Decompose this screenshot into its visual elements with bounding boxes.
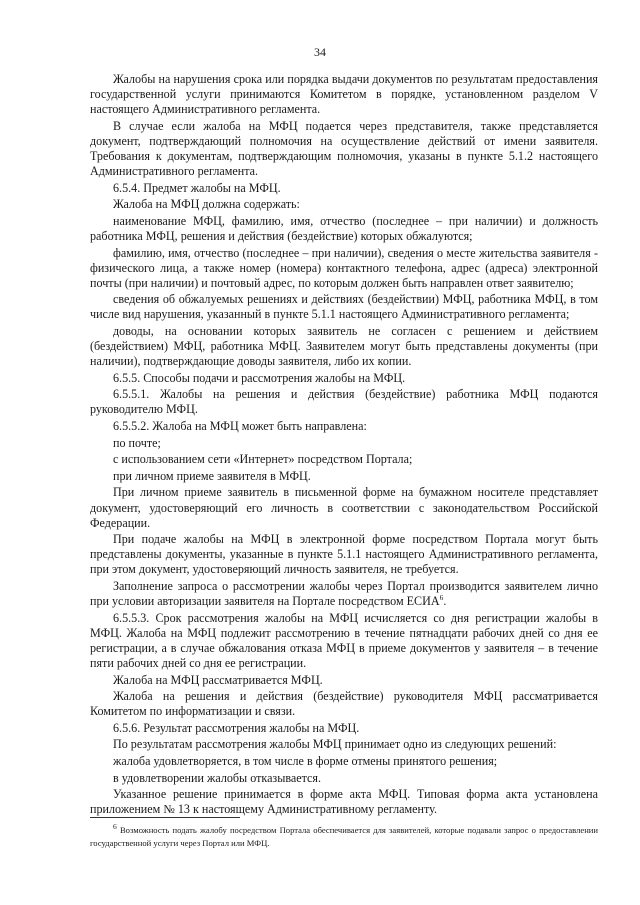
paragraph: Жалобы на нарушения срока или порядка выдачи документов по результатам предоставления государственной услуги принимаются Комитетом в порядке, установленном разделом V настоящего Административного регламента. bbox=[90, 72, 598, 117]
paragraph: при личном приеме заявителя в МФЦ. bbox=[113, 468, 311, 483]
document-body bbox=[90, 72, 598, 819]
paragraph: наименование МФЦ, фамилию, имя, отчество (последнее – при наличии) и должность работника МФЦ, решения и действия (бездействие) которых обжалуются; bbox=[90, 213, 598, 243]
paragraph: с использованием сети «Интернет» посредством Портала; bbox=[113, 452, 413, 467]
paragraph: 6.5.5.2. Жалоба на МФЦ может быть направлена: bbox=[113, 419, 367, 434]
paragraph: Жалоба на решения и действия (бездействие) руководителя МФЦ рассматривается Комитетом по информатизации и связи. bbox=[90, 689, 598, 719]
paragraph: фамилию, имя, отчество (последнее – при наличии), сведения о месте жительства заявителя - физического лица, а также номер (номера) контактного телефона, адрес (адреса) электронной почты (при наличии) и почтовый адрес, по которым должен быть направлен ответ заявителю; bbox=[90, 245, 598, 290]
paragraph: сведения об обжалуемых решениях и действиях (бездействии) МФЦ, работника МФЦ, в том числе вид нарушения, указанный в пункте 5.1.1 настоящего Административного регламента; bbox=[90, 292, 598, 322]
paragraph: 6.5.5.1. Жалобы на решения и действия (бездействие) работника МФЦ подаются руководителю МФЦ. bbox=[90, 387, 598, 417]
paragraph: 6.5.4. Предмет жалобы на МФЦ. bbox=[113, 180, 281, 195]
paragraph: 6.5.6. Результат рассмотрения жалобы на МФЦ. bbox=[113, 720, 360, 735]
paragraph: Жалоба на МФЦ рассматривается МФЦ. bbox=[113, 672, 323, 687]
paragraph-with-footnote: Заполнение запроса о рассмотрении жалобы через Портал производится заявителем лично при условии авторизации заявителя на Портале посредством ЕСИА$^6$. bbox=[90, 579, 598, 609]
paragraph: жалоба удовлетворяется, в том числе в форме отмены принятого решения; bbox=[113, 754, 498, 769]
paragraph: по почте; bbox=[113, 435, 161, 450]
paragraph: По результатам рассмотрения жалобы МФЦ принимает одно из следующих решений: bbox=[113, 737, 557, 752]
footnote-divider bbox=[90, 817, 240, 818]
footnote-marker: 6 bbox=[113, 822, 117, 832]
paragraph: При личном приеме заявитель в письменной форме на бумажном носителе представляет документ, удостоверяющий его личность в соответствии с законодательством Российской Федерации. bbox=[90, 485, 598, 530]
paragraph: доводы, на основании которых заявитель не согласен с решением и действием (бездействием) МФЦ, работника МФЦ. Заявителем могут быть представлены документы (при наличии), подтверждающие доводы заявителя, либо их копии. bbox=[90, 324, 598, 369]
paragraph-text: Заполнение запроса о рассмотрении жалобы через Портал производится заявителем лично при условии авторизации заявителя на Портале посредством ЕСИА bbox=[90, 579, 598, 609]
paragraph: В случае если жалоба на МФЦ подается через представителя, также представляется документ, подтверждающий полномочия на осуществление действий от имени заявителя. Требования к документам, подтверждающим полномочия, указаны в пункте 5.1.2 настоящего Административного регламента. bbox=[90, 118, 598, 179]
paragraph: 6.5.5.3. Срок рассмотрения жалобы на МФЦ исчисляется со дня регистрации жалобы в МФЦ. Жалоба на МФЦ подлежит рассмотрению в течение пятнадцати рабочих дней со дня ее регистрации, а в случае обжалования отказа МФЦ в приеме документов у заявителя – в течение пяти рабочих дней со дня ее регистрации. bbox=[90, 610, 598, 670]
page-number: 34 bbox=[314, 45, 326, 59]
paragraph: При подаче жалобы на МФЦ в электронной форме посредством Портала могут быть представлены документы, указанные в пункте 5.1.1 настоящего Административного регламента, при этом документ, удостоверяющий личность заявителя, не требуется. bbox=[90, 532, 598, 577]
paragraph: Указанное решение принимается в форме акта МФЦ. Типовая форма акта установлена приложением № 13 к настоящему Административному регламенту. bbox=[90, 787, 598, 817]
paragraph: в удовлетворении жалобы отказывается. bbox=[113, 770, 322, 785]
footnote bbox=[90, 824, 598, 850]
paragraph: 6.5.5. Способы подачи и рассмотрения жалобы на МФЦ. bbox=[113, 370, 406, 385]
footnote-reference: 6 bbox=[439, 593, 444, 603]
footnote-text: Возможность подать жалобу посредством Портала обеспечивается для заявителей, которые подавали запрос о предоставлении государственной услуги через Портал или МФЦ. bbox=[90, 825, 598, 848]
paragraph: Жалоба на МФЦ должна содержать: bbox=[113, 197, 300, 212]
